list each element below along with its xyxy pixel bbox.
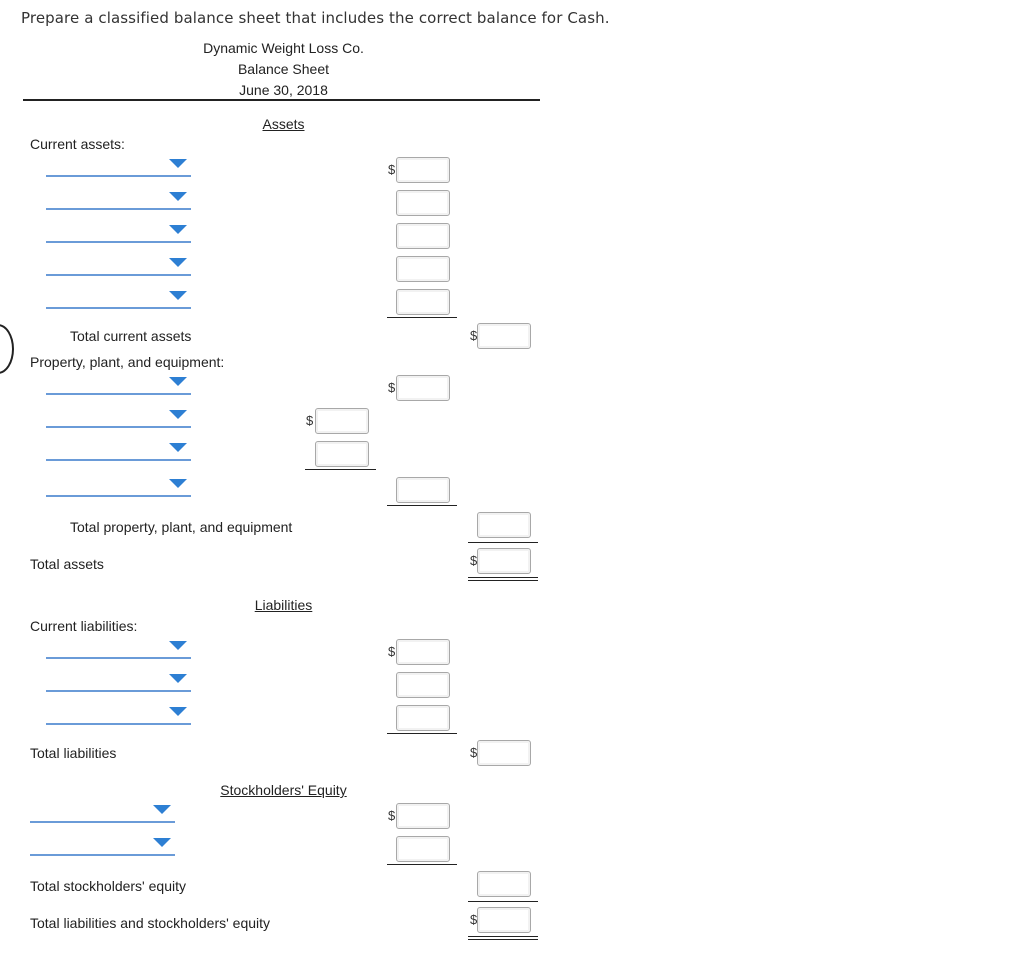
dollar-sign: $	[470, 912, 478, 927]
header-rule	[23, 99, 540, 101]
total-equity-label: Total stockholders' equity	[30, 878, 186, 894]
equity-amount-2[interactable]	[396, 836, 450, 862]
chevron-down-icon	[169, 291, 187, 300]
total-assets-label: Total assets	[30, 556, 104, 572]
chevron-down-icon	[169, 377, 187, 386]
subtotal-rule	[387, 864, 457, 865]
current-liabilities-label: Current liabilities:	[30, 618, 138, 634]
total-liab-equity-label: Total liabilities and stockholders' equity	[30, 915, 271, 931]
subtotal-rule	[468, 901, 538, 902]
chevron-down-icon	[169, 258, 187, 267]
total-liabilities-amount[interactable]	[477, 740, 531, 766]
subtotal-rule	[387, 317, 457, 318]
chevron-down-icon	[153, 838, 171, 847]
ppe-label: Property, plant, and equipment:	[30, 354, 225, 370]
total-assets-amount[interactable]	[477, 548, 531, 574]
chevron-down-icon	[169, 225, 187, 234]
current-asset-amount-5[interactable]	[396, 289, 450, 315]
company-name: Dynamic Weight Loss Co.	[203, 40, 364, 56]
subtotal-rule	[305, 469, 376, 470]
total-current-assets-label: Total current assets	[70, 328, 192, 344]
chevron-down-icon	[153, 805, 171, 814]
dollar-sign: $	[388, 162, 396, 177]
ppe-cost-amount[interactable]	[315, 408, 369, 434]
total-ppe-label: Total property, plant, and equipment	[70, 519, 293, 535]
total-liabilities-label: Total liabilities	[30, 745, 117, 761]
current-asset-dropdown-4[interactable]	[46, 256, 191, 276]
ppe-dropdown-3[interactable]	[46, 441, 191, 461]
double-underline	[468, 936, 538, 940]
chevron-down-icon	[169, 192, 187, 201]
liabilities-heading: Liabilities	[254, 597, 313, 613]
radio-button-partial[interactable]	[0, 324, 14, 374]
equity-dropdown-2[interactable]	[30, 836, 175, 856]
double-underline	[468, 577, 538, 581]
liability-amount-1[interactable]	[396, 639, 450, 665]
current-assets-label: Current assets:	[30, 136, 125, 152]
dollar-sign: $	[388, 644, 396, 659]
dollar-sign: $	[388, 808, 396, 823]
ppe-dropdown-2[interactable]	[46, 408, 191, 428]
current-asset-dropdown-5[interactable]	[46, 289, 191, 309]
liability-amount-2[interactable]	[396, 672, 450, 698]
current-asset-amount-1[interactable]	[396, 157, 450, 183]
dollar-sign: $	[470, 328, 478, 343]
total-current-assets-amount[interactable]	[477, 323, 531, 349]
ppe-amount-1[interactable]	[396, 375, 450, 401]
chevron-down-icon	[169, 410, 187, 419]
dollar-sign: $	[470, 745, 478, 760]
subtotal-rule	[387, 733, 457, 734]
current-asset-amount-2[interactable]	[396, 190, 450, 216]
current-asset-amount-3[interactable]	[396, 223, 450, 249]
current-asset-dropdown-1[interactable]	[46, 157, 191, 177]
ppe-accum-depr-amount[interactable]	[315, 441, 369, 467]
total-equity-amount[interactable]	[477, 871, 531, 897]
liability-amount-3[interactable]	[396, 705, 450, 731]
total-ppe-amount[interactable]	[477, 512, 531, 538]
chevron-down-icon	[169, 479, 187, 488]
equity-heading: Stockholders' Equity	[220, 782, 347, 798]
liability-dropdown-1[interactable]	[46, 639, 191, 659]
equity-dropdown-1[interactable]	[30, 803, 175, 823]
current-asset-dropdown-3[interactable]	[46, 223, 191, 243]
ppe-dropdown-1[interactable]	[46, 375, 191, 395]
assets-heading: Assets	[262, 116, 305, 132]
statement-title: Balance Sheet	[237, 61, 330, 77]
subtotal-rule	[468, 542, 538, 543]
ppe-net-amount[interactable]	[396, 477, 450, 503]
total-liab-equity-amount[interactable]	[477, 907, 531, 933]
liability-dropdown-3[interactable]	[46, 705, 191, 725]
current-asset-dropdown-2[interactable]	[46, 190, 191, 210]
chevron-down-icon	[169, 443, 187, 452]
current-asset-amount-4[interactable]	[396, 256, 450, 282]
ppe-dropdown-4[interactable]	[46, 477, 191, 497]
dollar-sign: $	[470, 553, 478, 568]
instruction-text: Prepare a classified balance sheet that includes the correct balance for Cash.	[21, 9, 610, 27]
liability-dropdown-2[interactable]	[46, 672, 191, 692]
dollar-sign: $	[388, 380, 396, 395]
chevron-down-icon	[169, 674, 187, 683]
equity-amount-1[interactable]	[396, 803, 450, 829]
chevron-down-icon	[169, 641, 187, 650]
subtotal-rule	[387, 505, 457, 506]
chevron-down-icon	[169, 159, 187, 168]
dollar-sign: $	[306, 413, 314, 428]
statement-date: June 30, 2018	[239, 82, 328, 98]
chevron-down-icon	[169, 707, 187, 716]
